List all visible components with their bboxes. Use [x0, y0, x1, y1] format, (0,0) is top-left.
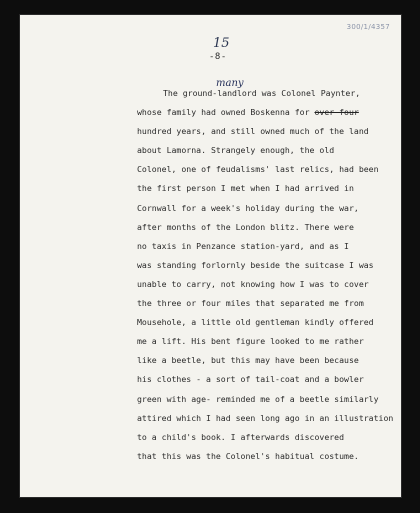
text-line: like a beetle, but this may have been because	[137, 355, 359, 366]
text-line: me a lift. His bent figure looked to me rather	[137, 336, 364, 347]
text-line: green with age- reminded me of a beetle similarly	[137, 393, 379, 404]
text-line: the three or four miles that separated me from	[137, 298, 364, 309]
struck-text: over four	[314, 107, 359, 118]
text-line: attired which I had seen long ago in an illustration	[137, 412, 394, 423]
text-line: the first person I met when I had arrived in	[137, 183, 354, 194]
text-line: unable to carry, not knowing how I was to cover	[137, 278, 369, 289]
text-line	[137, 103, 407, 122]
text-line: to a child's book. I afterwards discovered	[137, 431, 345, 442]
body-text	[137, 84, 407, 466]
handwritten-page-number: 15	[213, 36, 230, 51]
text-line: after months of the London blitz. There were	[137, 221, 354, 232]
text-line: Cornwall for a week's holiday during the war,	[137, 202, 359, 213]
archive-reference: 300/1/4357	[346, 23, 390, 31]
text-line: no taxis in Penzance station-yard, and as I	[137, 240, 349, 251]
text-line: about Lamorna. Strangely enough, the old	[137, 145, 335, 156]
text-line: that this was the Colonel's habitual costume.	[137, 450, 359, 461]
text-line: hundred years, and still owned much of the land	[137, 126, 369, 137]
text-line: The ground-landlord was Colonel Paynter,	[163, 88, 361, 98]
text-line: was standing forlornly beside the suitcase I was	[137, 259, 374, 270]
typescript-page	[19, 14, 402, 498]
typed-page-number: -8-	[209, 52, 227, 62]
text-line: his clothes - a sort of tail-coat and a bowler	[137, 374, 364, 385]
handwritten-insertion: many	[216, 78, 244, 89]
text-line: Colonel, one of feudalisms' last relics, had been	[137, 164, 379, 175]
text-line: Mousehole, a little old gentleman kindly offered	[137, 317, 374, 328]
text-line-start: whose family had owned Boskenna for	[137, 107, 315, 118]
